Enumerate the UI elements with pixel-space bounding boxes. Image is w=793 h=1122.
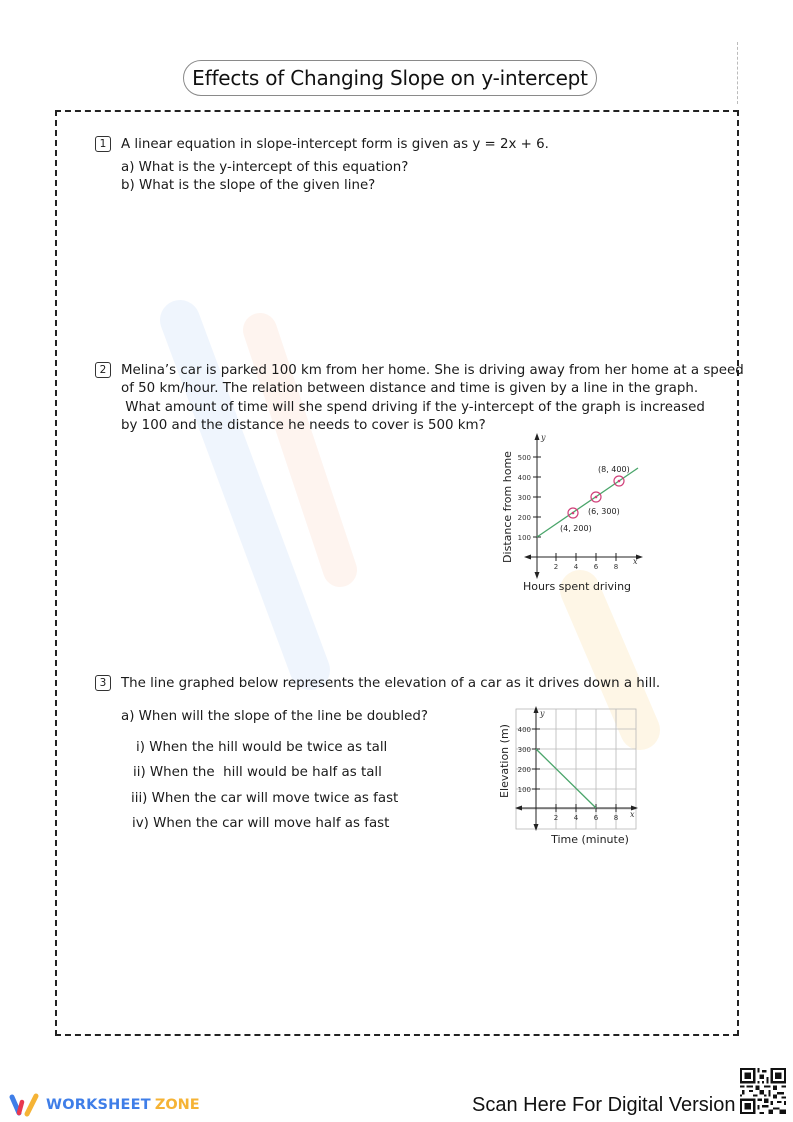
svg-text:x: x: [633, 557, 638, 566]
option-iii: iii) When the car will move twice as fast: [131, 791, 399, 806]
svg-text:2: 2: [553, 814, 559, 822]
option-iv: iv) When the car will move half as fast: [132, 816, 390, 831]
question-1-part-a: a) What is the y-intercept of this equation?: [121, 160, 409, 175]
brand-name-part-2: ZONE: [154, 1097, 200, 1113]
question-3: [95, 674, 660, 694]
svg-text:Time (minute): Time (minute): [551, 833, 629, 846]
svg-text:500: 500: [517, 454, 531, 462]
elevation-time-graph: [495, 700, 655, 850]
svg-text:4: 4: [573, 563, 579, 571]
svg-text:(4, 200): (4, 200): [560, 524, 592, 533]
svg-text:Elevation (m): Elevation (m): [498, 724, 511, 798]
svg-text:8: 8: [613, 814, 619, 822]
question-3-prompt: a) When will the slope of the line be doubled?: [121, 709, 428, 724]
distance-time-graph: [495, 430, 655, 600]
svg-text:6: 6: [593, 563, 599, 571]
question-number-badge: 1: [95, 136, 111, 152]
svg-text:Distance from home: Distance from home: [501, 451, 514, 563]
question-2-line-3: What amount of time will she spend driving if the y-intercept of the graph is increased: [121, 400, 705, 415]
svg-text:300: 300: [517, 494, 531, 502]
worksheet-zone-logo[interactable]: [8, 1092, 200, 1118]
svg-text:2: 2: [553, 563, 559, 571]
svg-text:400: 400: [517, 474, 531, 482]
question-2-line-2: of 50 km/hour. The relation between distance and time is given by a line in the graph.: [121, 381, 699, 396]
qr-code-icon[interactable]: [740, 1068, 786, 1114]
svg-text:100: 100: [517, 786, 531, 794]
svg-text:(6, 300): (6, 300): [588, 507, 620, 516]
question-text: A linear equation in slope-intercept form is given as y = 2x + 6.: [121, 137, 549, 152]
svg-text:8: 8: [613, 563, 619, 571]
svg-text:(8, 400): (8, 400): [598, 465, 630, 474]
svg-text:x: x: [630, 810, 635, 819]
svg-text:y: y: [540, 709, 545, 718]
svg-text:100: 100: [517, 534, 531, 542]
margin-guide: [737, 42, 738, 104]
svg-text:300: 300: [517, 746, 531, 754]
svg-text:Hours spent driving: Hours spent driving: [522, 580, 632, 593]
question-number-badge: 3: [95, 675, 111, 691]
question-1: [95, 135, 549, 155]
svg-text:400: 400: [517, 726, 531, 734]
svg-text:y: y: [541, 433, 546, 442]
scan-instruction: Scan Here For Digital Version: [472, 1094, 736, 1116]
question-text: The line graphed below represents the elevation of a car as it drives down a hill.: [121, 676, 661, 691]
question-1-part-b: b) What is the slope of the given line?: [121, 178, 376, 193]
page-title-box: [183, 60, 597, 96]
elevation-line: [536, 749, 596, 808]
question-number-badge: 2: [95, 362, 111, 378]
page-title: Effects of Changing Slope on y-intercept: [192, 66, 588, 90]
option-ii: ii) When the hill would be half as tall: [133, 765, 382, 780]
svg-text:200: 200: [517, 766, 531, 774]
option-i: i) When the hill would be twice as tall: [136, 740, 388, 755]
question-2: [95, 361, 744, 381]
svg-text:6: 6: [593, 814, 599, 822]
logo-mark-icon: [8, 1092, 40, 1118]
svg-text:4: 4: [573, 814, 579, 822]
svg-text:200: 200: [517, 514, 531, 522]
question-2-line-4: by 100 and the distance he needs to cover is 500 km?: [121, 418, 486, 433]
brand-name-part-1: WORKSHEET: [46, 1097, 151, 1113]
question-text-line-1: Melina’s car is parked 100 km from her home. She is driving away from her home at a speed: [121, 363, 744, 378]
